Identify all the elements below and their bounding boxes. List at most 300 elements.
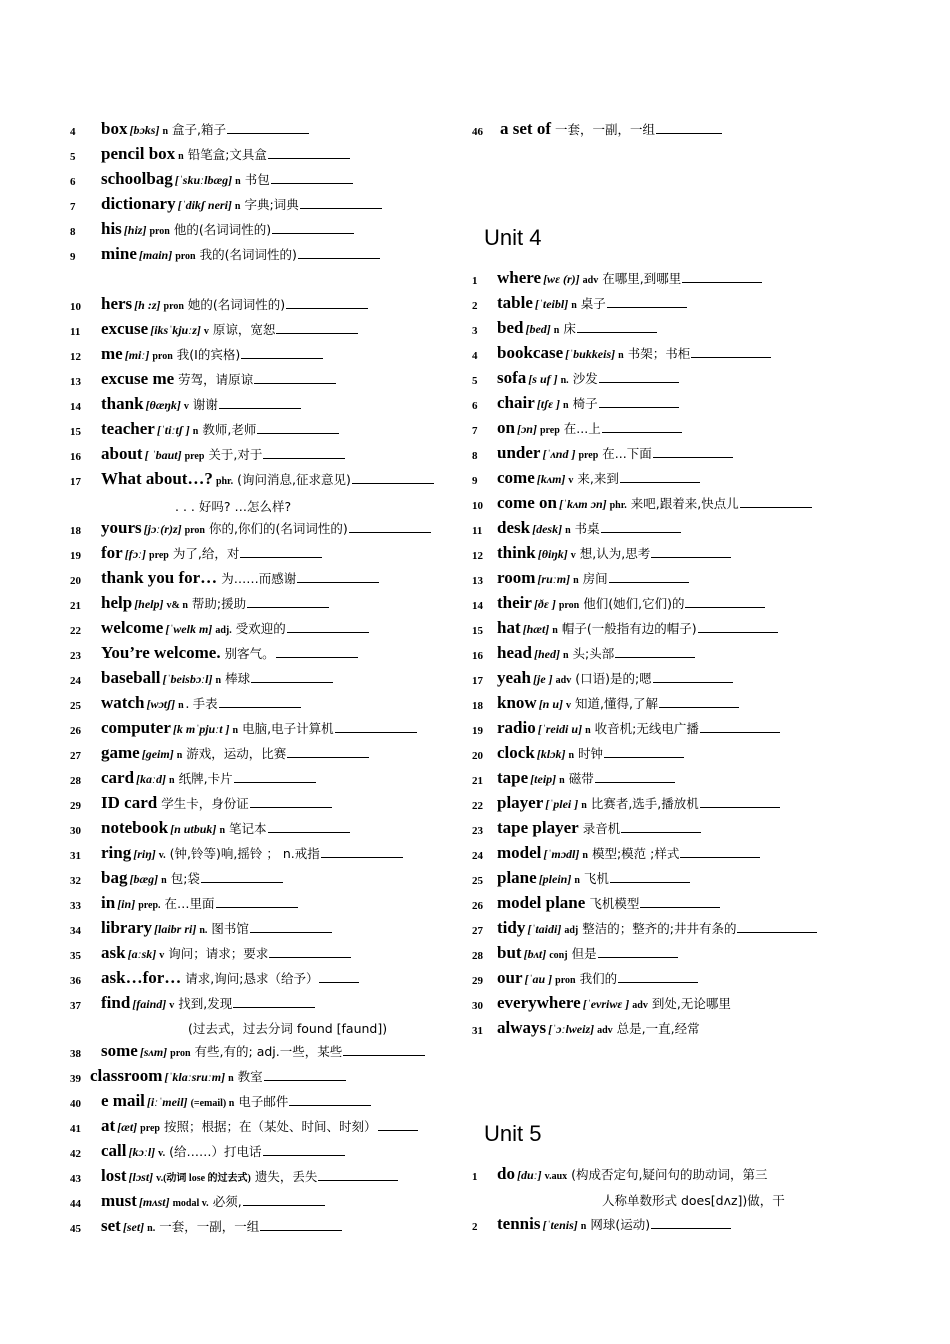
vocab-word: for	[101, 543, 123, 562]
answer-blank	[659, 706, 739, 708]
entry-body	[101, 944, 351, 962]
vocab-row	[70, 792, 490, 812]
vocab-row	[70, 168, 490, 188]
entry-body	[497, 394, 679, 412]
answer-blank	[700, 806, 780, 808]
row-number: 7	[70, 201, 76, 213]
vocab-word: about	[101, 444, 143, 463]
vocab-word: do	[497, 1164, 515, 1183]
row-number: 26	[472, 900, 483, 912]
part-of-speech: conj	[549, 950, 568, 961]
vocab-row	[70, 393, 490, 413]
answer-blank	[250, 806, 332, 808]
vocab-row	[70, 418, 490, 438]
definition: 纸牌,卡片	[178, 771, 233, 786]
pronunciation: [ˈtaidi]	[527, 922, 562, 936]
row-number: 39	[70, 1073, 81, 1085]
part-of-speech: prep	[149, 550, 169, 561]
vocab-word: tape player	[497, 818, 579, 837]
entry-body	[497, 469, 700, 487]
entry-body	[101, 370, 336, 388]
vocab-row	[70, 1165, 490, 1185]
vocab-word: e mail	[101, 1091, 145, 1110]
row-number: 31	[70, 850, 81, 862]
vocab-word: thank you for…	[101, 568, 218, 587]
vocab-row	[70, 1040, 490, 1060]
definition: 房间	[582, 571, 608, 586]
row-number: 36	[70, 975, 81, 987]
vocab-row	[70, 817, 490, 837]
definition: (构成否定句,疑问句的助动词，第三	[571, 1167, 768, 1182]
entry-body	[497, 319, 657, 337]
definition: 游戏，运动，比赛	[186, 746, 287, 761]
entry-body	[497, 919, 817, 937]
vocab-row	[70, 967, 490, 987]
definition: 在哪里,到哪里	[602, 271, 682, 286]
definition: 头;头部	[572, 646, 615, 661]
vocab-row	[472, 692, 892, 712]
vocab-row	[70, 343, 490, 363]
answer-blank	[604, 756, 684, 758]
part-of-speech: n	[563, 400, 569, 411]
row-number: 22	[472, 800, 483, 812]
vocab-word: radio	[497, 718, 536, 737]
definition: 知道,懂得,了解	[575, 696, 658, 711]
vocab-word: come on	[497, 493, 557, 512]
pronunciation: [ruːm]	[537, 572, 571, 586]
entry-body	[497, 544, 731, 562]
pronunciation: [in]	[117, 897, 136, 911]
answer-blank	[287, 631, 369, 633]
part-of-speech: adj	[564, 925, 579, 936]
answer-blank	[680, 856, 760, 858]
row-number: 37	[70, 1000, 81, 1012]
part-of-speech: v	[570, 550, 576, 561]
pronunciation: [kɔːl]	[128, 1145, 156, 1159]
vocab-row	[472, 1163, 892, 1183]
part-of-speech: modal v.	[172, 1198, 209, 1209]
vocab-row	[70, 1140, 490, 1160]
pronunciation: [ɡeim]	[141, 747, 174, 761]
vocab-row	[70, 867, 490, 887]
row-number: 19	[70, 550, 81, 562]
part-of-speech: n	[161, 875, 167, 886]
entry-body	[497, 1215, 731, 1233]
vocab-row	[472, 767, 892, 787]
vocab-row	[472, 842, 892, 862]
vocab-word: tape	[497, 768, 529, 787]
vocab-row	[472, 742, 892, 762]
answer-blank	[700, 731, 780, 733]
part-of-speech: n	[215, 675, 222, 686]
part-of-speech: n	[582, 850, 588, 861]
pronunciation: [bɔks]	[129, 123, 160, 137]
part-of-speech: prep	[184, 451, 205, 462]
vocab-row	[472, 992, 892, 1012]
row-number: 40	[70, 1098, 81, 1110]
definition: 为……而感谢	[221, 571, 297, 586]
answer-blank	[276, 656, 358, 658]
answer-blank	[620, 481, 700, 483]
row-number: 6	[472, 400, 478, 412]
pronunciation: [ˈbeisbɔːl]	[162, 672, 213, 686]
entry-body	[101, 569, 379, 587]
vocab-word: come	[497, 468, 535, 487]
row-number: 21	[70, 600, 81, 612]
vocab-row	[70, 1115, 490, 1135]
entry-body	[497, 719, 780, 737]
unit5-heading: Unit 5	[484, 1121, 542, 1146]
entry-body	[101, 594, 329, 612]
definition: 录音机	[582, 821, 621, 836]
row-number: 24	[472, 850, 483, 862]
answer-blank	[260, 1229, 342, 1231]
answer-blank	[651, 1227, 731, 1229]
vocab-row	[70, 468, 490, 488]
part-of-speech: n	[562, 650, 569, 661]
entry-body	[497, 969, 698, 987]
vocab-row	[70, 892, 490, 912]
row-number: 15	[70, 426, 81, 438]
entry-body	[497, 744, 684, 762]
row-number: 29	[70, 800, 81, 812]
vocab-row	[472, 667, 892, 687]
entry-body	[497, 519, 681, 537]
definition: 图书馆	[211, 921, 249, 936]
pronunciation: [bæɡ]	[129, 872, 159, 886]
row-number: 11	[472, 525, 483, 537]
pronunciation: [miː]	[124, 348, 150, 362]
answer-blank	[300, 207, 382, 209]
answer-blank	[297, 581, 379, 583]
answer-blank	[264, 1079, 346, 1081]
part-of-speech: n	[235, 176, 241, 187]
entry-body	[101, 320, 358, 338]
vocab-row	[472, 1017, 892, 1037]
pronunciation: [h :z]	[134, 298, 161, 312]
pronunciation: [n utbuk]	[170, 822, 217, 836]
pronunciation: [mʌst]	[138, 1195, 170, 1209]
entry-body	[101, 195, 382, 213]
part-of-speech: v.aux	[544, 1171, 568, 1182]
pronunciation: [ˈbukkeis]	[565, 347, 616, 361]
pronunciation: [hiz]	[123, 223, 147, 237]
vocab-word: player	[497, 793, 544, 812]
definition: (钟,铃等)响,摇铃 ； n.戒指	[169, 846, 320, 861]
row-number: 32	[70, 875, 81, 887]
definition: 一套，一副，一组	[554, 122, 655, 137]
unit4-heading: Unit 4	[484, 225, 542, 250]
pronunciation: [ˈdikʃ neri]	[177, 198, 232, 212]
answer-blank	[243, 1204, 325, 1206]
answer-blank	[653, 681, 733, 683]
vocab-word: must	[101, 1191, 137, 1210]
definition: 为了,给，对	[172, 546, 240, 561]
entry-body	[101, 295, 368, 313]
answer-blank	[691, 356, 771, 358]
answer-blank	[737, 931, 817, 933]
vocab-row	[70, 193, 490, 213]
definition: 受欢迎的	[235, 621, 286, 636]
vocab-word: thank	[101, 394, 144, 413]
entry-body	[101, 819, 350, 837]
entry-body	[497, 619, 778, 637]
row-number: 35	[70, 950, 81, 962]
vocab-word: know	[497, 693, 537, 712]
definition: 他们(她们,它们)的	[583, 596, 685, 611]
answer-blank	[598, 956, 678, 958]
part-of-speech: n	[219, 825, 225, 836]
row-number: 20	[472, 750, 483, 762]
part-of-speech: pron	[152, 351, 173, 362]
part-of-speech: n.	[147, 1223, 156, 1234]
vocab-word: under	[497, 443, 541, 462]
definition: 书包	[244, 172, 270, 187]
vocab-word: lost	[101, 1166, 127, 1185]
answer-blank	[240, 556, 322, 558]
pronunciation: [teip]	[530, 772, 557, 786]
definition: 询问；请求；要求	[168, 946, 269, 961]
entry-body	[497, 794, 780, 812]
entry-body	[101, 844, 403, 862]
vocab-word: set	[101, 1216, 121, 1235]
vocab-row	[472, 617, 892, 637]
vocab-row	[70, 617, 490, 637]
vocab-row	[472, 967, 892, 987]
row-number: 33	[70, 900, 81, 912]
definition: 书架；书柜	[627, 346, 691, 361]
row-number: 16	[70, 451, 81, 463]
answer-blank	[640, 906, 720, 908]
part-of-speech: n	[192, 426, 199, 437]
answer-blank	[610, 881, 690, 883]
answer-blank	[241, 357, 323, 359]
definition: 笔记本	[229, 821, 267, 836]
vocab-row	[70, 1215, 490, 1235]
row-number: 4	[70, 126, 76, 138]
definition-continuation: (过去式，过去分词 found [faund])	[188, 1021, 388, 1036]
answer-blank	[618, 981, 698, 983]
vocab-word: tidy	[497, 918, 526, 937]
entry-body	[101, 1142, 345, 1160]
pronunciation: [θæŋk]	[145, 398, 181, 412]
vocab-row	[472, 492, 892, 512]
row-number: 38	[70, 1048, 81, 1060]
entry-body	[101, 719, 417, 737]
pronunciation: [ˈtiːtʃ ]	[156, 423, 190, 437]
vocab-word: yours	[101, 518, 142, 537]
answer-blank	[685, 606, 765, 608]
part-of-speech: v	[568, 475, 574, 486]
pronunciation: [k mˈpjuːt ]	[172, 722, 230, 736]
definition: 原谅，宽恕	[212, 322, 276, 337]
vocab-row	[472, 267, 892, 287]
part-of-speech: n	[565, 525, 571, 536]
entry-body	[101, 769, 316, 787]
vocab-word: hers	[101, 294, 133, 313]
definition: 电脑,电子计算机	[242, 721, 334, 736]
pronunciation: [faind]	[132, 997, 167, 1011]
vocab-row	[472, 892, 892, 912]
entry-body	[101, 395, 301, 413]
pronunciation: [ˈau ]	[524, 972, 553, 986]
answer-blank	[233, 1006, 315, 1008]
part-of-speech: adv	[555, 675, 572, 686]
entry-body	[500, 120, 722, 138]
definition: 谢谢	[192, 397, 218, 412]
entry-body	[101, 619, 369, 637]
row-number: 15	[472, 625, 483, 637]
part-of-speech: v.(动词 lose 的过去式)	[156, 1173, 251, 1184]
vocab-word: watch	[101, 693, 145, 712]
entry-body	[101, 669, 333, 687]
vocab-row	[70, 592, 490, 612]
part-of-speech: n	[585, 725, 591, 736]
part-of-speech: n	[162, 126, 169, 137]
pronunciation: [ˈplei ]	[545, 797, 579, 811]
pronunciation: [ɑːsk]	[127, 947, 157, 961]
vocab-row	[472, 317, 892, 337]
vocab-word: notebook	[101, 818, 169, 837]
entry-body	[101, 869, 283, 887]
entry-body	[101, 1117, 418, 1135]
row-number: 45	[70, 1223, 81, 1235]
vocab-row	[70, 1065, 490, 1085]
part-of-speech: prep.	[138, 900, 161, 911]
answer-blank	[621, 831, 701, 833]
definition: 必须,	[212, 1194, 242, 1209]
entry-body	[101, 420, 339, 438]
definition: 电子邮件	[238, 1094, 289, 1109]
entry-body	[101, 445, 345, 463]
row-number: 13	[472, 575, 483, 587]
part-of-speech: n	[552, 625, 558, 636]
vocab-word: clock	[497, 743, 535, 762]
part-of-speech: pron	[149, 226, 170, 237]
answer-blank	[219, 407, 301, 409]
definition: 桌子	[580, 296, 606, 311]
entry-body	[101, 170, 353, 188]
vocab-row	[472, 467, 892, 487]
definition: 有些,有的; adj.一些，某些	[194, 1044, 343, 1059]
pronunciation: [hæt]	[522, 622, 550, 636]
vocab-row	[70, 767, 490, 787]
answer-blank	[216, 906, 298, 908]
definition: 网球(运动)	[590, 1217, 651, 1232]
entry-body	[101, 744, 369, 762]
definition: 来吧,跟着来,快点儿	[630, 496, 739, 511]
vocab-row	[472, 1213, 892, 1233]
vocab-word: but	[497, 943, 522, 962]
row-number: 11	[70, 326, 81, 338]
definition: 到处,无论哪里	[651, 996, 731, 1011]
vocab-word: desk	[497, 518, 531, 537]
vocab-word: excuse	[101, 319, 149, 338]
definition: 整洁的；整齐的;井井有条的	[582, 921, 737, 936]
definition: 在...上	[563, 421, 601, 436]
row-number: 3	[472, 325, 478, 337]
entry-body	[101, 694, 301, 712]
definition: 包;袋	[170, 871, 200, 886]
answer-blank	[653, 456, 733, 458]
entry-body	[497, 769, 675, 787]
vocab-word: pencil box	[101, 144, 176, 163]
vocab-row	[472, 817, 892, 837]
vocab-word: ask…for…	[101, 968, 182, 987]
answer-blank	[251, 681, 333, 683]
pronunciation: [bed]	[525, 322, 551, 336]
vocab-word: sofa	[497, 368, 527, 387]
answer-blank	[595, 781, 675, 783]
entry-body	[101, 345, 323, 363]
part-of-speech: n	[618, 350, 624, 361]
vocab-word: table	[497, 293, 533, 312]
row-number: 30	[472, 1000, 483, 1012]
answer-blank	[599, 381, 679, 383]
entry-body	[497, 344, 771, 362]
answer-blank	[349, 531, 431, 533]
entry-body	[497, 694, 739, 712]
pronunciation: [ ˈbaut]	[144, 448, 182, 462]
entry-body	[497, 644, 695, 662]
answer-blank	[271, 182, 353, 184]
row-number: 5	[70, 151, 76, 163]
entry-body	[497, 994, 731, 1012]
pronunciation: [bʌt]	[523, 947, 547, 961]
part-of-speech: adj.	[215, 625, 232, 636]
vocab-row	[70, 842, 490, 862]
row-number: 14	[70, 401, 81, 413]
part-of-speech: v.	[158, 1148, 166, 1159]
part-of-speech: pron	[558, 600, 580, 611]
definition: 铅笔盒;文具盒	[187, 147, 267, 162]
pronunciation: [plein]	[538, 872, 572, 886]
vocab-row	[472, 642, 892, 662]
entry-body	[497, 444, 733, 462]
answer-blank	[272, 232, 354, 234]
vocab-row	[70, 517, 490, 537]
part-of-speech: n	[178, 151, 184, 162]
vocab-row	[70, 717, 490, 737]
definition: (口语)是的;嗯	[575, 671, 652, 686]
answer-blank	[263, 1154, 345, 1156]
pronunciation: [kɑːd]	[136, 772, 167, 786]
vocab-row	[70, 692, 490, 712]
vocab-row	[472, 592, 892, 612]
row-number: 9	[472, 475, 478, 487]
row-number: 21	[472, 775, 483, 787]
entry-body	[101, 994, 315, 1012]
vocab-word: welcome	[101, 618, 164, 637]
answer-blank	[227, 132, 309, 134]
entry-body	[497, 419, 682, 437]
answer-blank	[607, 306, 687, 308]
vocab-word: card	[101, 768, 135, 787]
definition: 在...下面	[602, 446, 652, 461]
part-of-speech: n	[232, 725, 239, 736]
vocab-word: box	[101, 119, 128, 138]
pronunciation: [help]	[134, 597, 164, 611]
entry-body	[497, 944, 678, 962]
entry-body	[497, 369, 679, 387]
row-number: 17	[70, 476, 81, 488]
entry-body	[101, 794, 332, 812]
vocab-row	[70, 293, 490, 313]
vocab-word: bookcase	[497, 343, 564, 362]
row-number: 27	[472, 925, 483, 937]
vocab-word: on	[497, 418, 515, 437]
definition: 她的(名词词性的)	[187, 297, 286, 312]
